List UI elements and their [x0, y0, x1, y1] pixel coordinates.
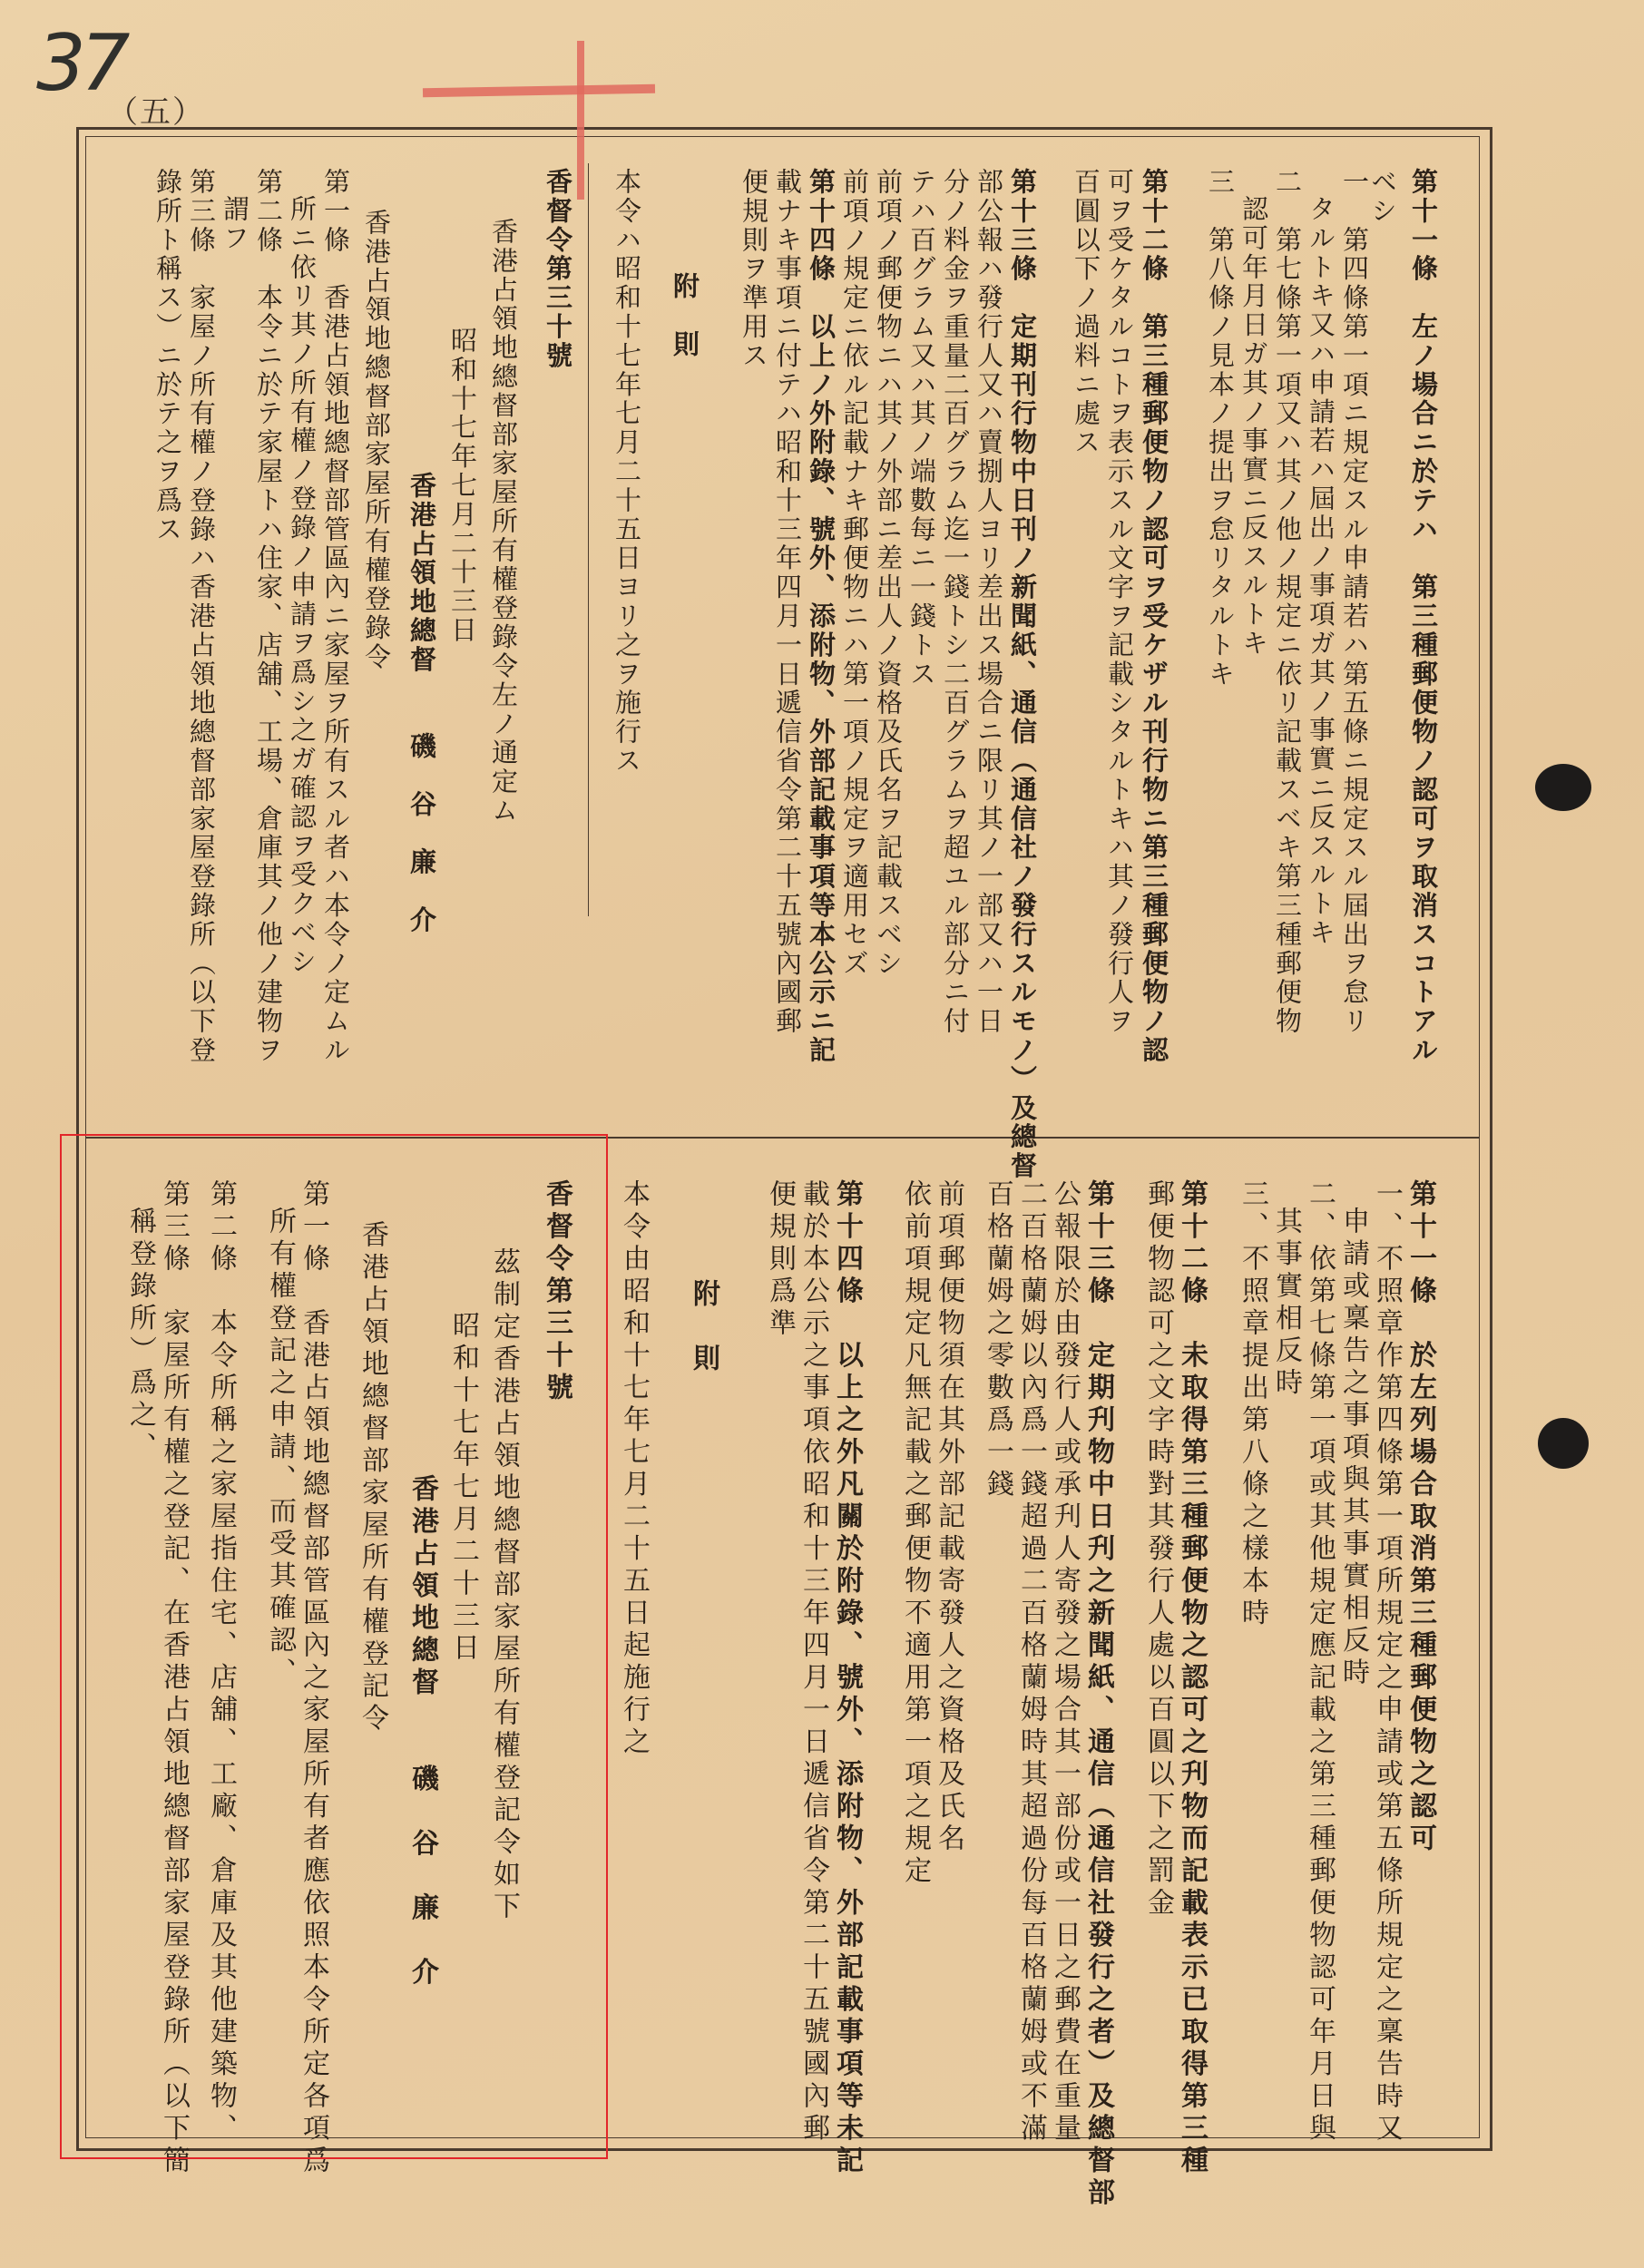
effective-date: 本令由昭和十七年七月二十五日起施行之: [618, 1179, 650, 1759]
article-11-heading: 第十一條 於左列場合取消第三種郵便物之認可: [1404, 1179, 1436, 1856]
text-column: 便規則ヲ準用ス: [739, 168, 769, 371]
text-column: 郵便物認可之文字時對其發行人處以百圓以下之罰金: [1142, 1179, 1174, 1921]
article-12-heading: 第十二條 未取得第三種郵便物之認可之刋物而記載表示已取得第三種: [1176, 1179, 1208, 2178]
binding-hole: [1535, 764, 1591, 811]
text-column: 第一條 香港占領地總督部管區內之家屋所有者應依照本令所定各項爲: [298, 1179, 329, 2178]
ordinance-number: 香督令第三十號: [541, 1179, 572, 1405]
text-column: 可ヲ受ケタルコトヲ表示スル文字ヲ記載シタルトキハ其ノ發行人ヲ: [1104, 168, 1135, 1036]
promulgation-text: 香港占領地總督部家屋所有權登錄令左ノ通定ム: [488, 218, 519, 826]
text-column: 二、依第七條第一項或其他規定應記載之第三種郵便物認可年月日與: [1304, 1179, 1336, 2146]
text-column: 三 第八條ノ見本ノ提出ヲ怠リタルトキ: [1205, 168, 1236, 689]
red-pencil-mark: [577, 41, 584, 200]
text-column: 認可年月日ガ其ノ事實ニ反スルトキ: [1238, 195, 1269, 659]
text-column: 前項郵便物須在其外部記載寄發人之資格及氏名: [933, 1179, 964, 1856]
supplementary-heading: 附 則: [688, 1279, 719, 1376]
text-column: 錄所ト稱ス）ニ於テ之ヲ爲ス: [152, 168, 183, 544]
text-column: 一 第四條第一項ニ規定スル申請若ハ第五條ニ規定スル屆出ヲ怠リ: [1339, 168, 1370, 1036]
text-column: 第二條 本令ニ於テ家屋トハ住家、店舖、工場、倉庫其ノ他ノ建物ヲ: [253, 168, 284, 1065]
text-column: 載於本公示之事項依昭和十三年四月一日遞信省令第二十五號國內郵: [798, 1179, 829, 2146]
governor-signature: 香港占領地總督 磯 谷 廉 介: [406, 472, 437, 935]
text-column: 第二條 本令所稱之家屋指住宅、店舖、工廠、倉庫及其他建築物、: [205, 1179, 237, 2146]
text-column: 百圓以下ノ過料ニ處ス: [1071, 168, 1101, 457]
text-column: 二 第七條第一項又ハ其ノ他ノ規定ニ依リ記載スベキ第三種郵便物: [1272, 168, 1303, 1036]
text-column: 便規則爲準: [764, 1179, 796, 1341]
article-14-heading: 第十四條 以上之外凡關於附錄、號外、添附物、外部記載事項等未記: [831, 1179, 863, 2178]
text-column: 二百格蘭姆以內爲一錢超過二百格蘭姆時其超過份每百格蘭姆或不滿: [1015, 1179, 1047, 2146]
text-column: 稱登錄所）爲之、: [124, 1207, 156, 1464]
text-column: 所有權登記之申請、而受其確認、: [264, 1207, 296, 1690]
text-column: テハ百グラム又ハ其ノ端數每ニ一錢トス: [906, 168, 937, 689]
page-mark: （五）: [107, 94, 205, 131]
article-14-heading: 第十四條 以上ノ外附錄、號外、添附物、外部記載事項等本公示ニ記: [806, 168, 837, 1065]
text-column: 部公報ハ發行人又ハ賣捌人ヨリ差出ス場合ニ限リ其ノ一部又ハ一日: [974, 168, 1004, 1036]
text-column: 所ニ依リ其ノ所有權ノ登錄ノ申請ヲ爲シ之ガ確認ヲ受クベシ: [287, 195, 318, 977]
text-column: 第一條 香港占領地總督部管區內ニ家屋ヲ所有スル者ハ本令ノ定ムル: [320, 168, 351, 1065]
text-column: ベシ: [1367, 168, 1398, 226]
text-column: 前項ノ規定ニ依ル記載ナキ郵便物ニハ第一項ノ規定ヲ適用セズ: [839, 168, 870, 979]
text-column: 謂フ: [220, 195, 250, 253]
article-13-heading: 第十三條 定期刋物中日刋之新聞紙、通信（通信社發行之者）及總督部: [1082, 1179, 1114, 2210]
article-12-heading: 第十二條 第三種郵便物ノ認可ヲ受ケザル刊行物ニ第三種郵便物ノ認: [1139, 168, 1169, 1065]
text-column: 一、不照章作第四條第一項所規定之申請或第五條所規定之稟告時又: [1371, 1179, 1403, 2146]
text-column: 前項ノ郵便物ニハ其ノ外部ニ差出人ノ資格及氏名ヲ記載スベシ: [873, 168, 904, 979]
promulgation-date: 昭和十七年七月二十三日: [447, 1311, 479, 1666]
text-column: 申請或稟告之事項與其事實相反時: [1337, 1207, 1369, 1690]
supplementary-heading: 附 則: [670, 272, 700, 359]
effective-date: 本令ハ昭和十七年七月二十五日ヨリ之ヲ施行ス: [612, 168, 642, 776]
red-highlight-box: [60, 1134, 608, 2159]
text-column: 其事實相反時: [1270, 1207, 1302, 1400]
binding-hole: [1538, 1418, 1589, 1469]
article-13-heading: 第十三條 定期刊行物中日刊ノ新聞紙、通信（通信社ノ發行スルモノ）及總督: [1007, 168, 1038, 1181]
ordinance-number: 香督令第三十號: [543, 168, 573, 371]
text-column: 載ナキ事項ニ付テハ昭和十三年四月一日遞信省令第二十五號內國郵: [772, 168, 803, 1036]
text-column: タルトキ又ハ申請若ハ屆出ノ事項ガ其ノ事實ニ反スルトキ: [1306, 195, 1336, 948]
text-column: 依前項規定凡無記載之郵便物不適用第一項之規定: [899, 1179, 931, 1888]
promulgation-date: 昭和十七年七月二十三日: [447, 327, 478, 645]
ordinance-title: 香港占領地總督部家屋所有權登錄令: [361, 209, 392, 672]
article-11-heading: 第十一條 左ノ場合ニ於テハ 第三種郵便物ノ認可ヲ取消スコトアル: [1408, 168, 1439, 1065]
text-column: 第三條 家屋ノ所有權ノ登錄ハ香港占領地總督部家屋登錄所（以下登: [186, 168, 217, 1065]
governor-signature: 香港占領地總督 磯 谷 廉 介: [406, 1474, 438, 1989]
text-column: 三、不照章提出第八條之樣本時: [1237, 1179, 1268, 1630]
handwritten-page-number: 37: [36, 18, 125, 109]
ordinance-title: 香港占領地總督部家屋所有權登記令: [357, 1220, 388, 1735]
promulgation-text: 茲制定香港占領地總督部家屋所有權登記令如下: [488, 1247, 520, 1924]
text-column: 百格蘭姆之零數爲一錢: [982, 1179, 1013, 1501]
text-column: 第三條 家屋所有權之登記、在香港占領地總督部家屋登錄所（以下簡: [158, 1179, 190, 2178]
text-column: 公報限於由發行人或承刋人寄發之場合其一部份或一日之郵費在重量: [1049, 1179, 1081, 2146]
text-column: 分ノ料金ヲ重量二百グラム迄一錢トシ二百グラムヲ超ユル部分ニ付: [940, 168, 971, 1036]
section-rule: [588, 163, 589, 916]
